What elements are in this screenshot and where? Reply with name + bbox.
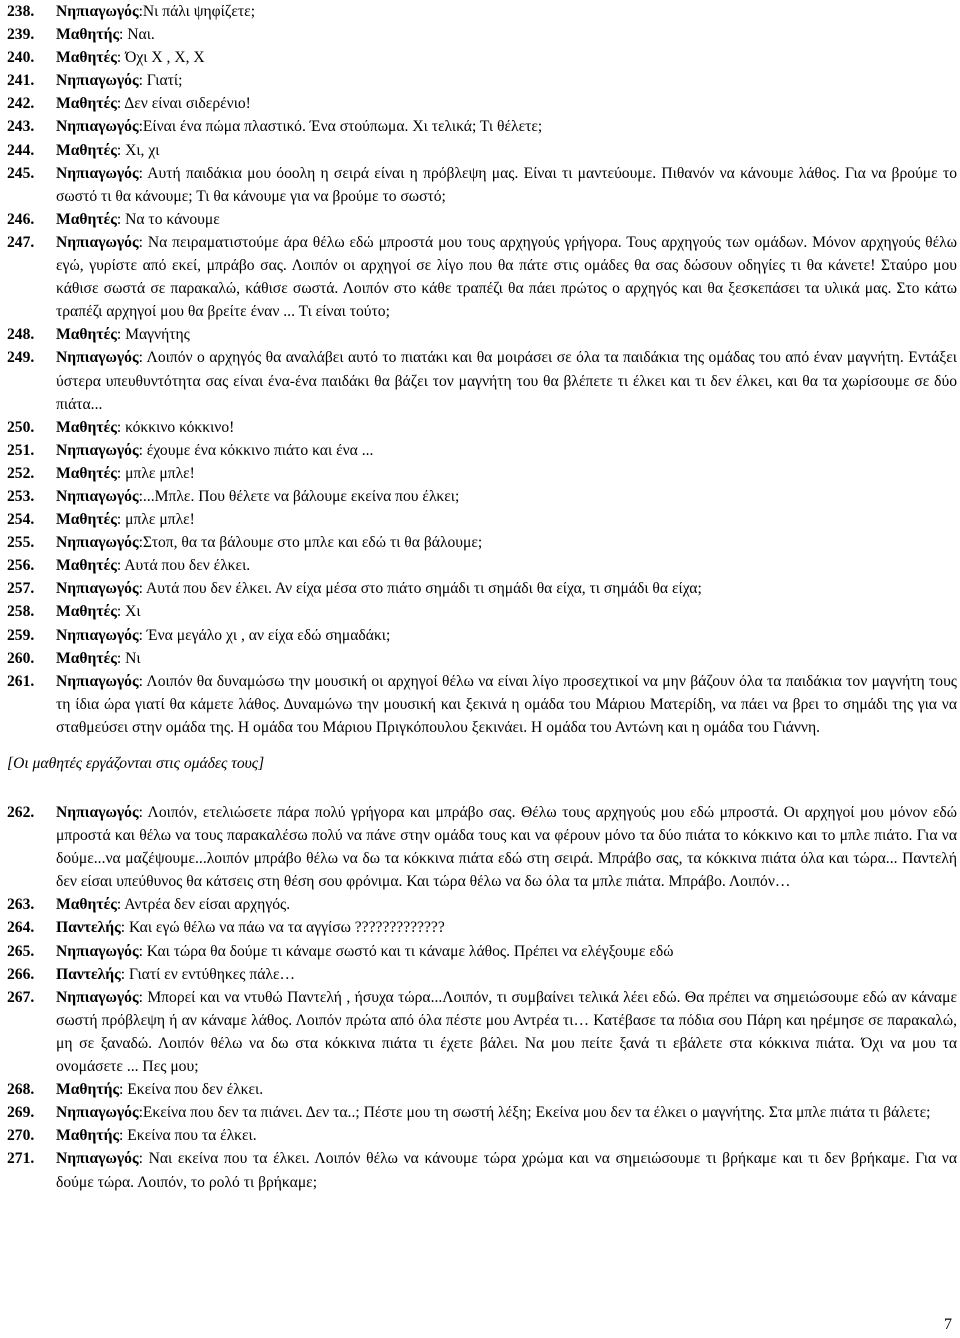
spoken-text: Όχι Χ , Χ, Χ: [125, 49, 205, 67]
dialogue-line: [7, 162, 957, 208]
speaker-name: Νηπιαγωγός: [56, 672, 139, 690]
spoken-text: Λοιπόν, ετελιώσετε πάρα πολύ γρήγορα και μπράβο σας. Θέλω τους αρχηγούς μου εδώ μπροστά. Οι αρχηγοί μου μόνον εδώ μπροστά και θέλω να τους παρακαλέσω πολύ να πάνε στην ομάδα τους και να φέρουν μόνο τα δύο πιάτα το κόκκινο και το μπλε πιάτο. Για να δούμε...να μαζέψουμε...λοιπόν μπράβο θέλω να δω τα κόκκινα πιάτα εδώ στη σειρά. Μπράβο σας, τα κόκκινα πιάτα όλα και τώρα... Παντελή δεν είσαι υπεύθυνος θα κάτσεις στη θέση σου φρόνιμα. Και τώρα θέλω να δω όλα τα μπλε πιάτα. Μπράβο. Λοιπόν…: [56, 804, 957, 891]
line-number: 266.: [7, 965, 35, 983]
line-number: 240.: [7, 49, 35, 67]
dialogue-line: [7, 531, 957, 554]
line-content: [56, 508, 957, 531]
line-content: [56, 439, 957, 462]
transcript: [7, 0, 957, 1194]
line-content: [56, 1124, 957, 1147]
line-number: 254.: [7, 511, 35, 529]
speaker-separator: :: [116, 141, 126, 159]
dialogue-line: [7, 647, 957, 670]
spoken-text: Λοιπόν ο αρχηγός θα αναλάβει αυτό το πιατάκι και θα μοιράσει σε όλα τα παιδάκια της ομάδας του από έναν μαγνήτη. Εντάξει ύστερα υπευθυντότητα σας είναι ένα-ένα παιδάκι θα βάζει τον μαγνήτη του θα βλέπετε τι έλκει και τι δεν έλκει, και θα τα χωρίσουμε σε δύο πιάτα...: [56, 349, 957, 413]
speaker-separator: :: [116, 418, 126, 436]
line-number: 259.: [7, 626, 35, 644]
speaker-name: Νηπιαγωγός: [56, 1104, 139, 1122]
dialogue-line: [7, 670, 957, 739]
dialogue-line: [7, 139, 957, 162]
spoken-text: Δεν είναι σιδερένιο!: [124, 95, 251, 113]
spoken-text: Αυτά που δεν έλκει.: [124, 557, 251, 575]
speaker-separator: :: [119, 1127, 128, 1145]
speaker-separator: :: [116, 603, 126, 621]
line-number: 258.: [7, 603, 35, 621]
dialogue-line: [7, 23, 957, 46]
line-content: [56, 963, 957, 986]
spoken-text: Και τώρα θα δούμε τι κάναμε σωστό και τι κάναμε λάθος. Πρέπει να ελέγξουμε εδώ: [146, 942, 674, 960]
speaker-separator: :: [138, 72, 147, 90]
line-content: [56, 69, 957, 92]
dialogue-line: [7, 485, 957, 508]
spoken-text: Να το κάνουμε: [125, 210, 220, 228]
line-number: 253.: [7, 487, 35, 505]
line-content: [56, 531, 957, 554]
dialogue-line: [7, 323, 957, 346]
line-content: [56, 346, 957, 415]
speaker-name: Μαθητές: [56, 210, 117, 228]
speaker-name: Μαθητές: [56, 557, 117, 575]
line-number: 250.: [7, 418, 35, 436]
line-content: [56, 893, 957, 916]
dialogue-line: [7, 231, 957, 323]
spoken-text: Στοπ, θα τα βάλουμε στο μπλε και εδώ τι θα βάλουμε;: [142, 534, 483, 552]
spoken-text: Ναι.: [127, 26, 155, 44]
speaker-name: Μαθητές: [56, 896, 117, 914]
dialogue-line: [7, 801, 957, 893]
speaker-separator: :: [138, 233, 148, 251]
line-number: 269.: [7, 1104, 35, 1122]
line-content: [56, 92, 957, 115]
speaker-separator: :: [116, 326, 126, 344]
spoken-text: μπλε μπλε!: [125, 464, 195, 482]
speaker-separator: :: [138, 672, 147, 690]
line-number: 257.: [7, 580, 35, 598]
line-content: [56, 940, 957, 963]
speaker-separator: :: [138, 1104, 143, 1122]
line-number: 255.: [7, 534, 35, 552]
spoken-text: Αντρέα δεν είσαι αρχηγός.: [124, 896, 291, 914]
dialogue-line: [7, 115, 957, 138]
line-content: [56, 986, 957, 1078]
spoken-text: Αυτή παιδάκια μου όοολη η σειρά είναι η πρόβλεψη μας. Είναι τι μαντεύουμε. Πιθανόν να κάνουμε λάθος. Για να βρούμε το σωστό τι θα κάνουμε; Τι θα κάνουμε για να βρούμε το σωστό;: [56, 164, 958, 205]
spoken-text: Εκείνα που τα έλκει.: [127, 1127, 257, 1145]
line-content: [56, 416, 957, 439]
line-number: 238.: [7, 3, 35, 20]
speaker-name: Μαθητές: [56, 511, 117, 529]
speaker-separator: :: [116, 49, 126, 67]
spoken-text: Εκείνα που δεν τα πιάνει. Δεν τα..; Πέστε μου τη σωστή λέξη; Εκείνα μου δεν τα έλκει ο μαγνήτης. Στα μπλε πιάτα τι βάλετε;: [142, 1104, 931, 1122]
spoken-text: κόκκινο κόκκινο!: [125, 418, 235, 436]
dialogue-line: [7, 624, 957, 647]
speaker-name: Μαθητές: [56, 141, 117, 159]
dialogue-line: [7, 893, 957, 916]
dialogue-block-1: [7, 0, 957, 739]
speaker-separator: :: [119, 1081, 128, 1099]
speaker-separator: :: [116, 210, 126, 228]
dialogue-line: [7, 1078, 957, 1101]
speaker-name: Νηπιαγωγός: [56, 626, 139, 644]
speaker-name: Νηπιαγωγός: [56, 164, 139, 182]
line-content: [56, 231, 957, 323]
dialogue-line: [7, 1124, 957, 1147]
line-number: 249.: [7, 349, 35, 367]
dialogue-line: [7, 346, 957, 415]
line-number: 264.: [7, 919, 35, 937]
dialogue-line: [7, 577, 957, 600]
speaker-name: Νηπιαγωγός: [56, 487, 139, 505]
speaker-name: Μαθητές: [56, 95, 117, 113]
spoken-text: Λοιπόν θα δυναμώσω την μουσική οι αρχηγοί θέλω να είναι λίγο προσεχτικοί να μην βάζουν όλα τα παιδάκια τον μαγνήτη τους τη ίδια ώρα γιατί θα κάμετε λάθος. Δυναμώνω την μουσική και ξεκινά η ομάδα του Μάριου Ματερίδη, να πάει να βρει το σημάδι της για να σταθμεύσει στην ομάδα της. Η ομάδα του Μάριου Πριγκόπουλου ξεκινάει. Η ομάδα του Αντώνη και η ομάδα του Γιάννη.: [56, 672, 957, 736]
speaker-separator: :: [116, 95, 125, 113]
line-content: [56, 916, 957, 939]
speaker-name: Μαθητές: [56, 649, 117, 667]
speaker-name: Μαθητής: [56, 26, 120, 44]
speaker-name: Νηπιαγωγός: [56, 1150, 139, 1168]
dialogue-line: [7, 1101, 957, 1124]
speaker-name: Μαθητές: [56, 326, 117, 344]
line-content: [56, 23, 957, 46]
speaker-name: Νηπιαγωγός: [56, 988, 139, 1006]
line-content: [56, 0, 957, 23]
line-content: [56, 115, 957, 138]
speaker-separator: :: [138, 804, 148, 821]
line-number: 251.: [7, 441, 35, 459]
speaker-name: Μαθητής: [56, 1127, 120, 1145]
line-number: 260.: [7, 649, 35, 667]
spoken-text: Χι, χι: [125, 141, 160, 159]
line-number: 263.: [7, 896, 35, 914]
spoken-text: Ναι εκείνα που τα έλκει. Λοιπόν θέλω να κάνουμε τώρα χρώμα και να σημειώσουμε τι βρήκαμε και τι δεν βρήκαμε. Για να δούμε τώρα. Λοιπόν, το ρολό τι βρήκαμε;: [56, 1150, 957, 1191]
stage-note: [Οι μαθητές εργάζονται στις ομάδες τους]: [7, 755, 265, 772]
line-content: [56, 1101, 957, 1124]
dialogue-line: [7, 1147, 957, 1193]
spoken-text: Γιατί;: [146, 72, 183, 90]
speaker-separator: :: [138, 626, 147, 644]
dialogue-line: [7, 963, 957, 986]
dialogue-block-2: [7, 801, 957, 1194]
line-number: 242.: [7, 95, 35, 113]
speaker-name: Μαθητές: [56, 49, 117, 67]
spoken-text: Είναι ένα πώμα πλαστικό. Ένα στούπωμα. Χι τελικά; Τι θέλετε;: [142, 118, 543, 136]
dialogue-line: [7, 92, 957, 115]
spoken-text: Γιατί εν εντύθηκες πάλε…: [128, 965, 296, 983]
speaker-separator: :: [120, 965, 129, 983]
spoken-text: Νι: [125, 649, 141, 667]
line-content: [56, 577, 957, 600]
speaker-separator: :: [138, 1150, 149, 1168]
speaker-name: Νηπιαγωγός: [56, 942, 139, 960]
speaker-separator: :: [138, 487, 143, 505]
line-content: [56, 485, 957, 508]
dialogue-line: [7, 0, 957, 23]
dialogue-line: [7, 916, 957, 939]
line-content: [56, 139, 957, 162]
line-content: [56, 162, 957, 208]
line-content: [56, 208, 957, 231]
spoken-text: Ένα μεγάλο χι , αν είχα εδώ σημαδάκι;: [146, 626, 391, 644]
speaker-separator: :: [138, 988, 148, 1006]
line-content: [56, 1078, 957, 1101]
dialogue-line: [7, 462, 957, 485]
speaker-separator: :: [138, 164, 148, 182]
speaker-separator: :: [138, 349, 147, 367]
speaker-name: Νηπιαγωγός: [56, 3, 139, 20]
speaker-separator: :: [116, 511, 126, 529]
line-number: 252.: [7, 464, 35, 482]
speaker-separator: :: [138, 118, 143, 136]
speaker-name: Παντελής: [56, 965, 121, 983]
line-number: 262.: [7, 804, 35, 821]
dialogue-line: [7, 986, 957, 1078]
line-content: [56, 801, 957, 893]
line-content: [56, 46, 957, 69]
spoken-text: Μπορεί και να ντυθώ Παντελή , ήσυχα τώρα...Λοιπόν, τι συμβαίνει τελικά λέει εδώ. Θα πρέπει να σημειώσουμε εδώ αν κάναμε σωστή πρόβλεψη ή αν κάναμε λάθος. Λοιπόν πρώτα από όλα πέστε μου Αντρέα τι… Κατέβασε τα πόδια σου Πάρη και ηρέμησε σε παρακαλώ, μη σε ξαναδώ. Λοιπόν θέλω να δω στα κόκκινα πιάτα τι έχετε βάλει. Να μου πείτε ξανά τι εβάλετε στα κόκκινα πιάτα. Όχι να μου τα ονομάσετε ... Πες μου;: [56, 988, 957, 1076]
spoken-text: μπλε μπλε!: [125, 511, 195, 529]
speaker-name: Μαθητές: [56, 603, 117, 621]
page-number: 7: [944, 1316, 952, 1333]
speaker-separator: :: [138, 942, 147, 960]
speaker-name: Μαθητές: [56, 418, 117, 436]
line-content: [56, 323, 957, 346]
speaker-separator: :: [138, 3, 143, 20]
speaker-name: Νηπιαγωγός: [56, 349, 139, 367]
dialogue-line: [7, 416, 957, 439]
line-number: 243.: [7, 118, 35, 136]
line-number: 261.: [7, 672, 35, 690]
spoken-text: Αυτά που δεν έλκει. Αν είχα μέσα στο πιάτο σημάδι τι σημάδι θα είχα, τι σημάδι θα είχα;: [145, 580, 702, 598]
speaker-separator: :: [119, 26, 128, 44]
spoken-text: Και εγώ θέλω να πάω να τα αγγίσω ?????????????: [128, 919, 445, 937]
line-content: [56, 670, 957, 739]
line-number: 245.: [7, 164, 35, 182]
line-number: 265.: [7, 942, 35, 960]
speaker-separator: :: [138, 534, 143, 552]
speaker-name: Νηπιαγωγός: [56, 580, 139, 598]
speaker-name: Νηπιαγωγός: [56, 804, 139, 821]
speaker-name: Μαθητής: [56, 1081, 120, 1099]
dialogue-line: [7, 508, 957, 531]
spoken-text: ...Μπλε. Που θέλετε να βάλουμε εκείνα που έλκει;: [142, 487, 460, 505]
line-number: 248.: [7, 326, 35, 344]
speaker-separator: :: [138, 580, 146, 598]
speaker-name: Νηπιαγωγός: [56, 72, 139, 90]
line-number: 270.: [7, 1127, 35, 1145]
speaker-name: Παντελής: [56, 919, 121, 937]
spoken-text: Νι πάλι ψηφίζετε;: [142, 3, 256, 20]
dialogue-line: [7, 600, 957, 623]
line-content: [56, 647, 957, 670]
line-number: 246.: [7, 210, 35, 228]
dialogue-line: [7, 208, 957, 231]
line-number: 256.: [7, 557, 35, 575]
line-number: 271.: [7, 1150, 35, 1168]
speaker-separator: :: [116, 557, 125, 575]
spoken-text: Να πειραματιστούμε άρα θέλω εδώ μπροστά μου τους αρχηγούς γρήγορα. Τους αρχηγούς των ομάδων. Μόνον αρχηγούς θέλω εγώ, γυρίστε από εκεί, μπράβο σας. Λοιπόν οι αρχηγοί σε λίγο που θα πάτε στις ομάδες θα σας δώσουν οδηγίες τι θα κάνετε! Σταύρο μου κάθισε σωστά σε παρακαλώ, κάθισε σωστά. Λοιπόν στο κάθε τραπέζι θα πάει πρώτος ο αρχηγός και θα ξεσκεπάσει τα υλικά μας. Στο κάτω τραπέζι αρχηγοί μου θα βρείτε έναν ... Τι είναι τούτο;: [56, 233, 958, 321]
speaker-name: Νηπιαγωγός: [56, 233, 139, 251]
dialogue-line: [7, 46, 957, 69]
spoken-text: Μαγνήτης: [125, 326, 190, 344]
line-number: 239.: [7, 26, 35, 44]
speaker-separator: :: [138, 441, 147, 459]
spoken-text: Χι: [125, 603, 141, 621]
speaker-name: Μαθητές: [56, 464, 117, 482]
line-content: [56, 462, 957, 485]
dialogue-line: [7, 439, 957, 462]
speaker-name: Νηπιαγωγός: [56, 441, 139, 459]
line-number: 247.: [7, 233, 35, 251]
speaker-name: Νηπιαγωγός: [56, 118, 139, 136]
line-content: [56, 554, 957, 577]
dialogue-line: [7, 69, 957, 92]
line-number: 267.: [7, 988, 35, 1006]
speaker-separator: :: [116, 896, 125, 914]
speaker-separator: :: [120, 919, 129, 937]
line-number: 241.: [7, 72, 35, 90]
line-content: [56, 624, 957, 647]
line-content: [56, 1147, 957, 1193]
line-content: [56, 600, 957, 623]
spoken-text: έχουμε ένα κόκκινο πιάτο και ένα ...: [146, 441, 374, 459]
speaker-separator: :: [116, 649, 126, 667]
dialogue-line: [7, 940, 957, 963]
speaker-separator: :: [116, 464, 126, 482]
dialogue-line: [7, 554, 957, 577]
speaker-name: Νηπιαγωγός: [56, 534, 139, 552]
line-number: 268.: [7, 1081, 35, 1099]
line-number: 244.: [7, 141, 35, 159]
spoken-text: Εκείνα που δεν έλκει.: [127, 1081, 264, 1099]
